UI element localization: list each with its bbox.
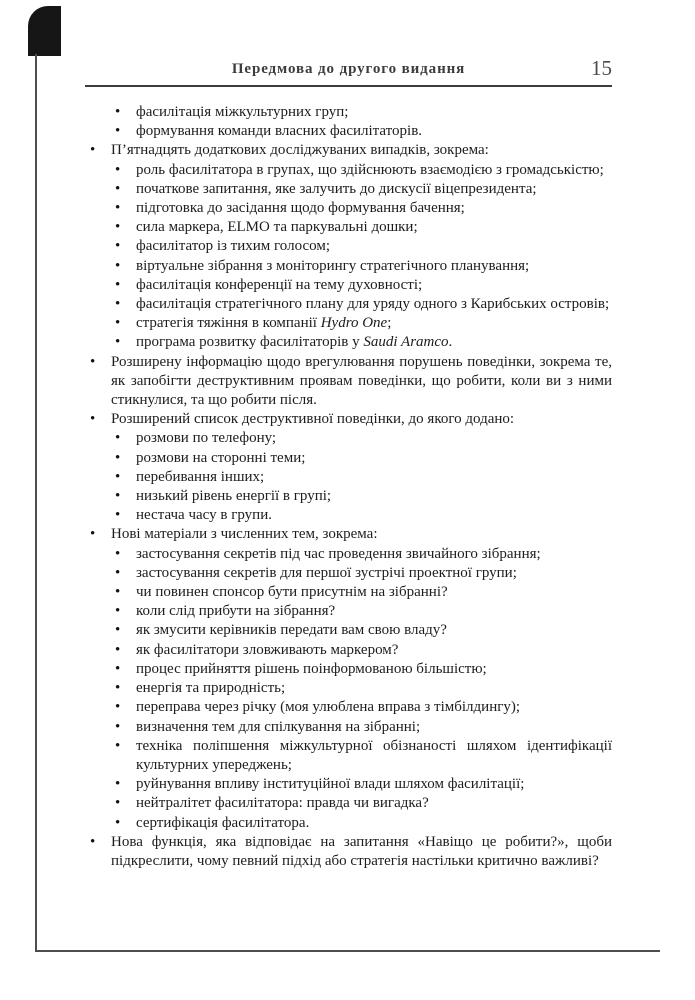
bullet-icon: • <box>90 833 96 850</box>
bullet-icon: • <box>90 142 96 159</box>
list-item-text: процес прийняття рішень поінформованою більшістю; <box>136 660 487 677</box>
list-item-text: як змусити керівників передати вам свою владу? <box>136 622 447 639</box>
bullet-icon: • <box>115 680 121 697</box>
list-item <box>90 833 612 871</box>
list-item-text: переправа через річку (моя улюблена вправа з тімбілдингу); <box>136 699 521 716</box>
list-item <box>115 314 612 333</box>
list-item <box>115 679 612 698</box>
list-item <box>115 506 612 525</box>
list-item-text: сертифікація фасилітатора. <box>136 814 310 831</box>
list-item <box>115 583 612 602</box>
list-item-text: Нові матеріали з численних тем, зокрема: <box>111 526 378 543</box>
list-item <box>115 564 612 583</box>
list-item <box>115 429 612 448</box>
bullet-icon: • <box>90 353 96 370</box>
list-item-text: руйнування впливу інституційної влади шляхом фасилітації; <box>136 776 525 793</box>
bullet-icon: • <box>115 276 121 293</box>
list-item <box>115 237 612 256</box>
list-item <box>115 718 612 737</box>
list-item <box>115 487 612 506</box>
list-item <box>115 103 612 122</box>
list-item <box>115 602 612 621</box>
bullet-list <box>90 103 612 871</box>
list-item-text: підготовка до засідання щодо формування бачення; <box>136 200 465 217</box>
list-item-text: стратегія тяжіння в компанії Hydro One; <box>136 315 392 332</box>
list-item-text: нестача часу в групи. <box>136 507 272 524</box>
list-item <box>115 814 612 833</box>
list-item-text: перебивання інших; <box>136 468 265 485</box>
bullet-icon: • <box>115 660 121 677</box>
bullet-icon: • <box>115 104 121 120</box>
bullet-icon: • <box>90 526 96 543</box>
list-item <box>90 410 612 429</box>
list-item-text: як фасилітатори зловживають маркером? <box>136 641 399 658</box>
left-border-rule <box>35 54 37 951</box>
list-item <box>115 180 612 199</box>
list-item-text: програма розвитку фасилітаторів у Saudi Aramco. <box>136 334 453 351</box>
list-item <box>115 794 612 813</box>
bullet-icon: • <box>115 180 121 197</box>
bullet-icon: • <box>115 718 121 735</box>
bullet-icon: • <box>115 123 121 140</box>
header-rule <box>85 85 612 87</box>
bullet-icon: • <box>115 641 121 658</box>
list-item <box>115 775 612 794</box>
list-item <box>115 468 612 487</box>
bullet-icon: • <box>115 622 121 639</box>
bullet-icon: • <box>115 161 121 178</box>
bullet-icon: • <box>115 584 121 601</box>
list-item <box>115 449 612 468</box>
bullet-icon: • <box>115 468 121 485</box>
list-item <box>115 161 612 180</box>
bullet-icon: • <box>115 449 121 466</box>
list-item <box>115 295 612 314</box>
bullet-icon: • <box>115 507 121 524</box>
bullet-icon: • <box>115 315 121 332</box>
bullet-icon: • <box>115 219 121 236</box>
page-number: 15 <box>591 56 612 80</box>
bullet-icon: • <box>115 200 121 217</box>
list-item <box>115 545 612 564</box>
bullet-icon: • <box>115 545 121 562</box>
bullet-icon: • <box>115 699 121 716</box>
list-item <box>115 257 612 276</box>
list-item <box>115 660 612 679</box>
bullet-icon: • <box>115 814 121 831</box>
list-item <box>115 218 612 237</box>
bullet-icon: • <box>115 238 121 255</box>
list-item-text: Нова функція, яка відповідає на запитання «Навіщо це робити?», щоби підкреслити, чому певний підхід або стратегія настільки критично важливі? <box>111 833 612 869</box>
list-item-text: Розширену інформацію щодо врегулювання порушень поведінки, зокрема те, як запобігти деструктивним проявам поведінки, що робити, коли ви з ними стикнулися, та що робити після. <box>111 353 612 409</box>
list-item-text: визначення тем для спілкування на зібранні; <box>136 718 421 735</box>
list-item-text: віртуальне зібрання з моніторингу стратегічного планування; <box>136 257 530 274</box>
page-header <box>85 56 612 85</box>
list-item <box>90 525 612 544</box>
list-item-text: коли слід прибути на зібрання? <box>136 603 336 620</box>
list-item-text: роль фасилітатора в групах, що здійснюють взаємодією з громадськістю; <box>136 161 604 178</box>
bottom-border-rule <box>35 950 660 952</box>
bullet-icon: • <box>115 564 121 581</box>
list-item-text: чи повинен спонсор бути присутнім на зібранні? <box>136 584 448 601</box>
list-item-text: розмови на сторонні теми; <box>136 449 306 466</box>
list-item-text: початкове запитання, яке залучить до дискусії віцепрезидента; <box>136 180 537 197</box>
list-item <box>115 698 612 717</box>
bullet-icon: • <box>115 488 121 505</box>
list-item-text: формування команди власних фасилітаторів. <box>136 123 423 140</box>
bullet-icon: • <box>115 430 121 447</box>
list-item-text: фасилітація стратегічного плану для уряду одного з Карибських островів; <box>136 296 610 313</box>
list-item <box>115 199 612 218</box>
list-item-text: фасилітація конференції на тему духовності; <box>136 276 423 293</box>
list-item-text: енергія та природність; <box>136 680 286 697</box>
list-item-text: фасилітатор із тихим голосом; <box>136 238 330 255</box>
corner-ornament <box>28 6 61 56</box>
bullet-icon: • <box>115 795 121 812</box>
bullet-icon: • <box>115 296 121 313</box>
list-item-text: застосування секретів для першої зустрічі проектної групи; <box>136 564 517 581</box>
running-head-title: Передмова до другого видання <box>231 61 466 77</box>
bullet-icon: • <box>115 603 121 620</box>
list-item <box>115 122 612 141</box>
list-item <box>90 141 612 160</box>
list-item-text: розмови по телефону; <box>136 430 277 447</box>
list-item <box>115 333 612 352</box>
list-item-text: нейтралітет фасилітатора: правда чи вигадка? <box>136 795 429 812</box>
list-item-text: сила маркера, ELMO та паркувальні дошки; <box>136 219 418 236</box>
bullet-icon: • <box>115 737 121 754</box>
bullet-icon: • <box>115 257 121 274</box>
list-item-text: низький рівень енергії в групі; <box>136 488 332 505</box>
list-item-text: техніка поліпшення міжкультурної обізнаності шляхом ідентифікації культурних упереджень; <box>136 737 612 773</box>
bullet-icon: • <box>90 411 96 428</box>
list-item-text: фасилітація міжкультурних груп; <box>136 104 349 120</box>
list-item <box>90 353 612 411</box>
list-item-text: Розширений список деструктивної поведінки, до якого додано: <box>111 411 515 428</box>
list-item-text: застосування секретів під час проведення звичайного зібрання; <box>136 545 541 562</box>
list-item <box>115 276 612 295</box>
list-item-text: П’ятнадцять додаткових досліджуваних випадків, зокрема: <box>111 142 489 159</box>
list-item <box>115 737 612 775</box>
bullet-icon: • <box>115 776 121 793</box>
bullet-icon: • <box>115 334 121 351</box>
list-item <box>115 621 612 640</box>
list-item <box>115 641 612 660</box>
